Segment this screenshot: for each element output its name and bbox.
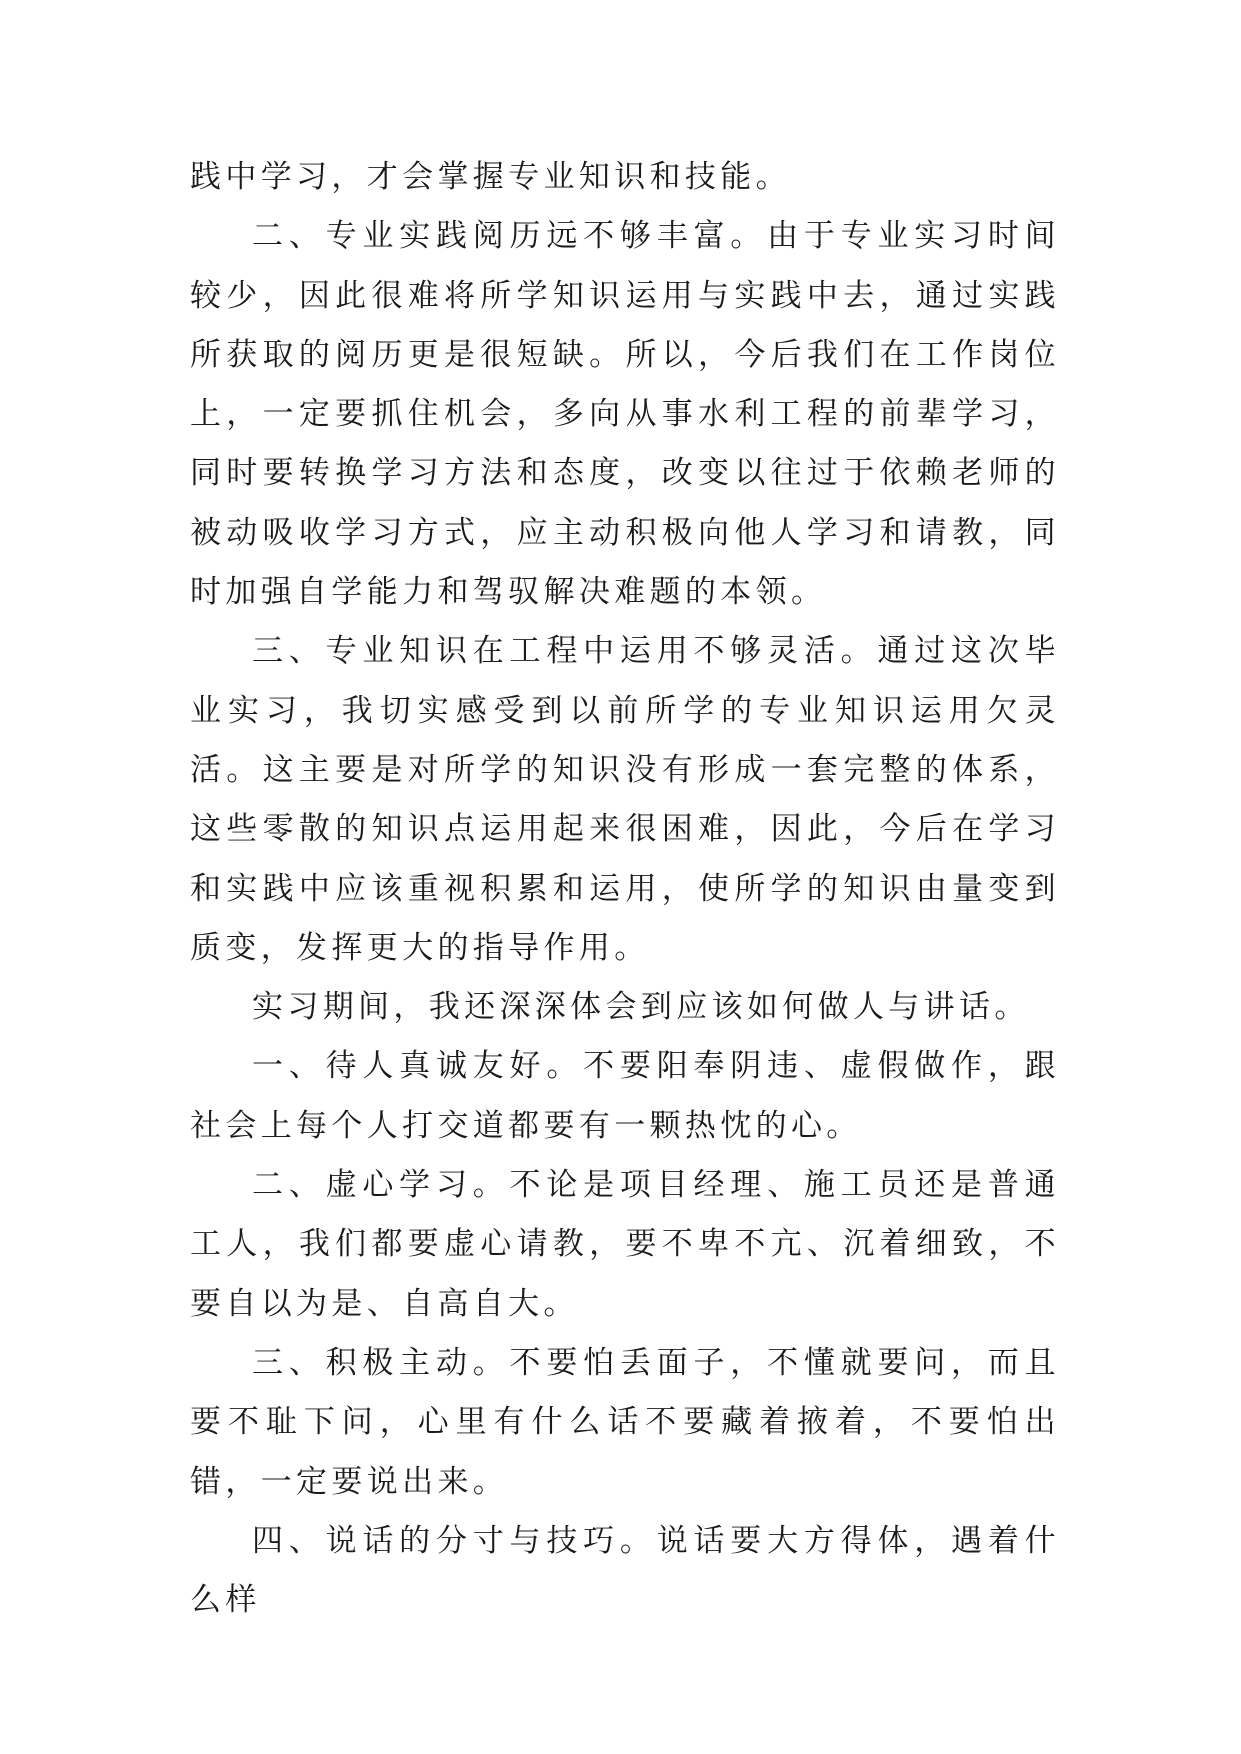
paragraph-internship-reflection: 实习期间，我还深深体会到应该如何做人与讲话。 xyxy=(252,989,1030,1026)
paragraph-sincerity: 一、待人真诚友好。不要阳奉阴违、虚假做作，跟社会上每个人打交道都要有一颗热忱的心。 xyxy=(190,1048,1060,1144)
paragraph-professional-experience: 二、专业实践阅历远不够丰富。由于专业实习时间较少，因此很难将所学知识运用与实践中去，通过实践所获取的阅历更是很短缺。所以，今后我们在工作岗位上，一定要抓住机会，多向从事水利工程的前辈学习，同时要转换学习方法和态度，改变以往过于依赖老师的被动吸收学习方式，应主动积极向他人学习和请教，同时加强自学能力和驾驭解决难题的本领。 xyxy=(190,218,1060,611)
paragraph-continuation: 践中学习，才会掌握专业知识和技能。 xyxy=(190,159,791,195)
paragraph-knowledge-application: 三、专业知识在工程中运用不够灵活。通过这次毕业实习，我切实感受到以前所学的专业知识运用欠灵活。这主要是对所学的知识没有形成一套完整的体系，这些零散的知识点运用起来很困难，因此，今后在学习和实践中应该重视积累和运用，使所学的知识由量变到质变，发挥更大的指导作用。 xyxy=(190,633,1060,966)
paragraph-initiative: 三、积极主动。不要怕丢面子，不懂就要问，而且要不耻下问，心里有什么话不要藏着掖着，不要怕出错，一定要说出来。 xyxy=(190,1344,1060,1500)
body-text xyxy=(190,148,1060,1630)
paragraph-speaking-skills: 四、说话的分寸与技巧。说话要大方得体，遇着什么样 xyxy=(190,1522,1060,1619)
paragraph-humble-learning: 二、虚心学习。不论是项目经理、施工员还是普通工人，我们都要虚心请教，要不卑不亢、沉着细致，不要自以为是、自高自大。 xyxy=(190,1167,1060,1322)
